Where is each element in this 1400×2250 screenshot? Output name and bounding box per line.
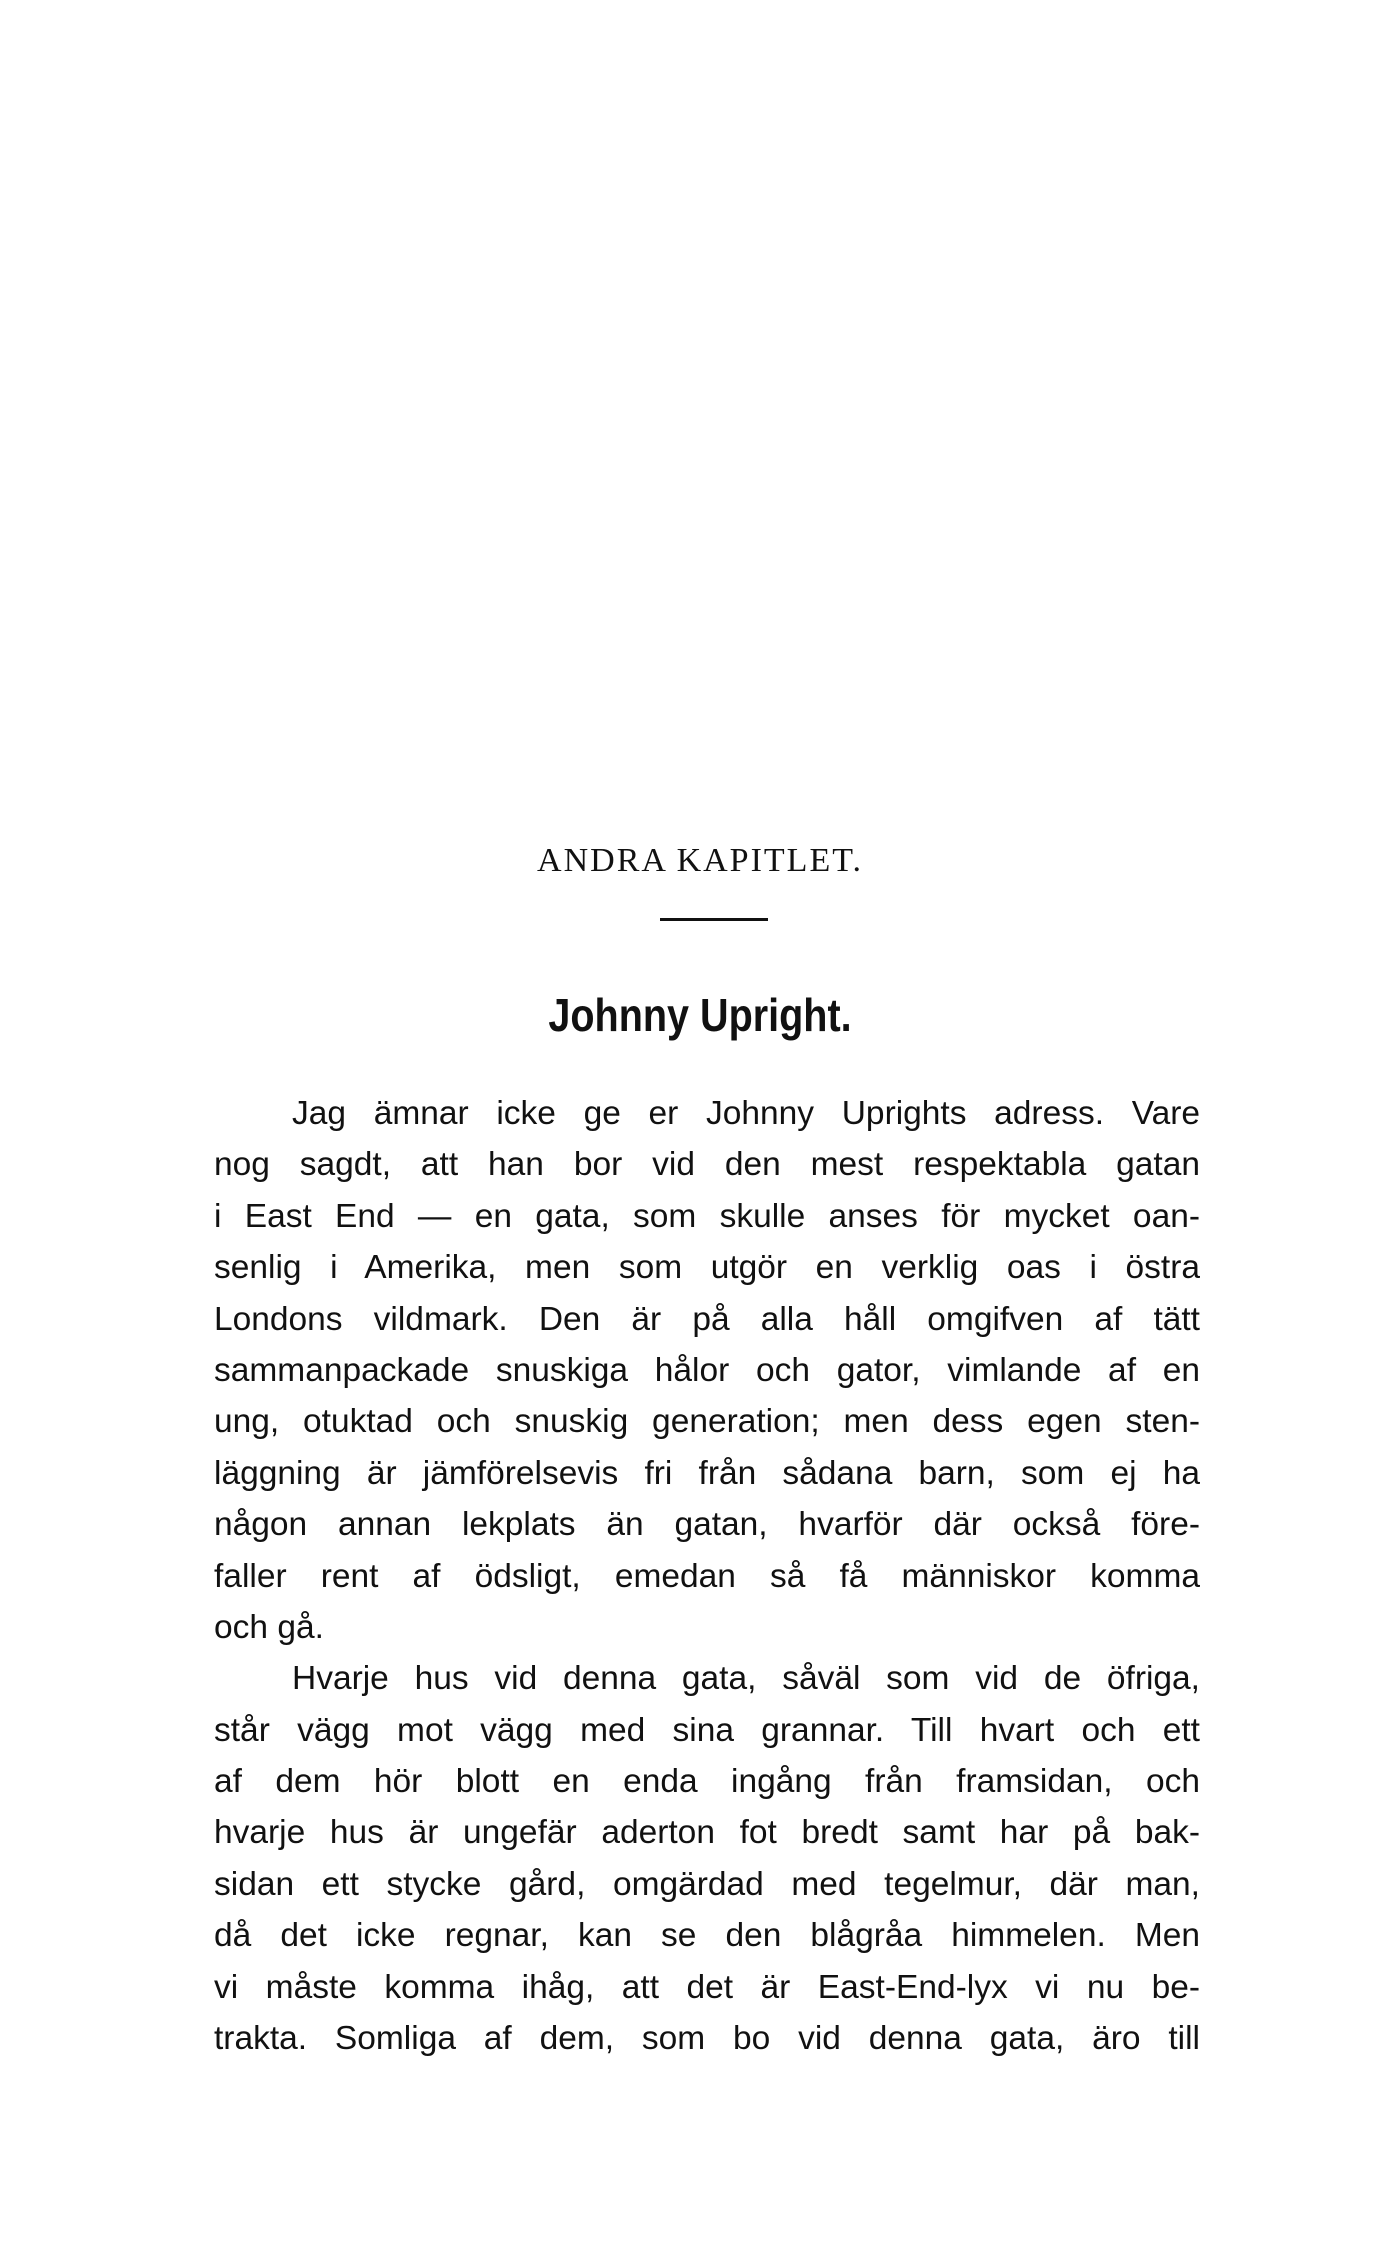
text-line: Londons vildmark. Den är på alla håll omgifven af tätt	[214, 1300, 1200, 1338]
text-line: hvarje hus är ungefär aderton fot bredt samt har på bak-	[214, 1814, 1200, 1852]
text-line: ung, otuktad och snuskig generation; men dess egen sten-	[214, 1403, 1200, 1441]
text-line: af dem hör blott en enda ingång från framsidan, och	[214, 1763, 1200, 1801]
body-text	[214, 1088, 1200, 2064]
text-line: senlig i Amerika, men som utgör en verklig oas i östra	[214, 1249, 1200, 1287]
text-line: Jag ämnar icke ge er Johnny Uprights adress. Vare	[292, 1095, 1200, 1132]
text-line: och gå.	[214, 1608, 324, 1646]
text-line: står vägg mot vägg med sina grannar. Till hvart och ett	[214, 1711, 1200, 1749]
text-line: trakta. Somliga af dem, som bo vid denna gata, äro till	[214, 2020, 1200, 2058]
text-line: i East End — en gata, som skulle anses för mycket oan-	[214, 1197, 1200, 1235]
heading-rule	[660, 918, 768, 921]
text-line: läggning är jämförelsevis fri från sådana barn, som ej ha	[214, 1454, 1200, 1492]
text-line: då det icke regnar, kan se den blågråa himmelen. Men	[214, 1917, 1200, 1955]
chapter-heading: ANDRA KAPITLET.	[537, 842, 863, 879]
text-line: sidan ett stycke gård, omgärdad med tegelmur, där man,	[214, 1865, 1200, 1903]
text-line: faller rent af ödsligt, emedan så få människor komma	[214, 1557, 1200, 1595]
text-line: Hvarje hus vid denna gata, såväl som vid de öfriga,	[292, 1660, 1200, 1698]
chapter-title: Johnny Upright.	[548, 989, 852, 1041]
text-line: någon annan lekplats än gatan, hvarför där också före-	[214, 1506, 1200, 1544]
text-line: sammanpackade snuskiga hålor och gator, vimlande af en	[214, 1351, 1200, 1389]
text-line: nog sagdt, att han bor vid den mest respektabla gatan	[214, 1146, 1200, 1184]
text-line: vi måste komma ihåg, att det är East-End-lyx vi nu be-	[214, 1968, 1200, 2006]
